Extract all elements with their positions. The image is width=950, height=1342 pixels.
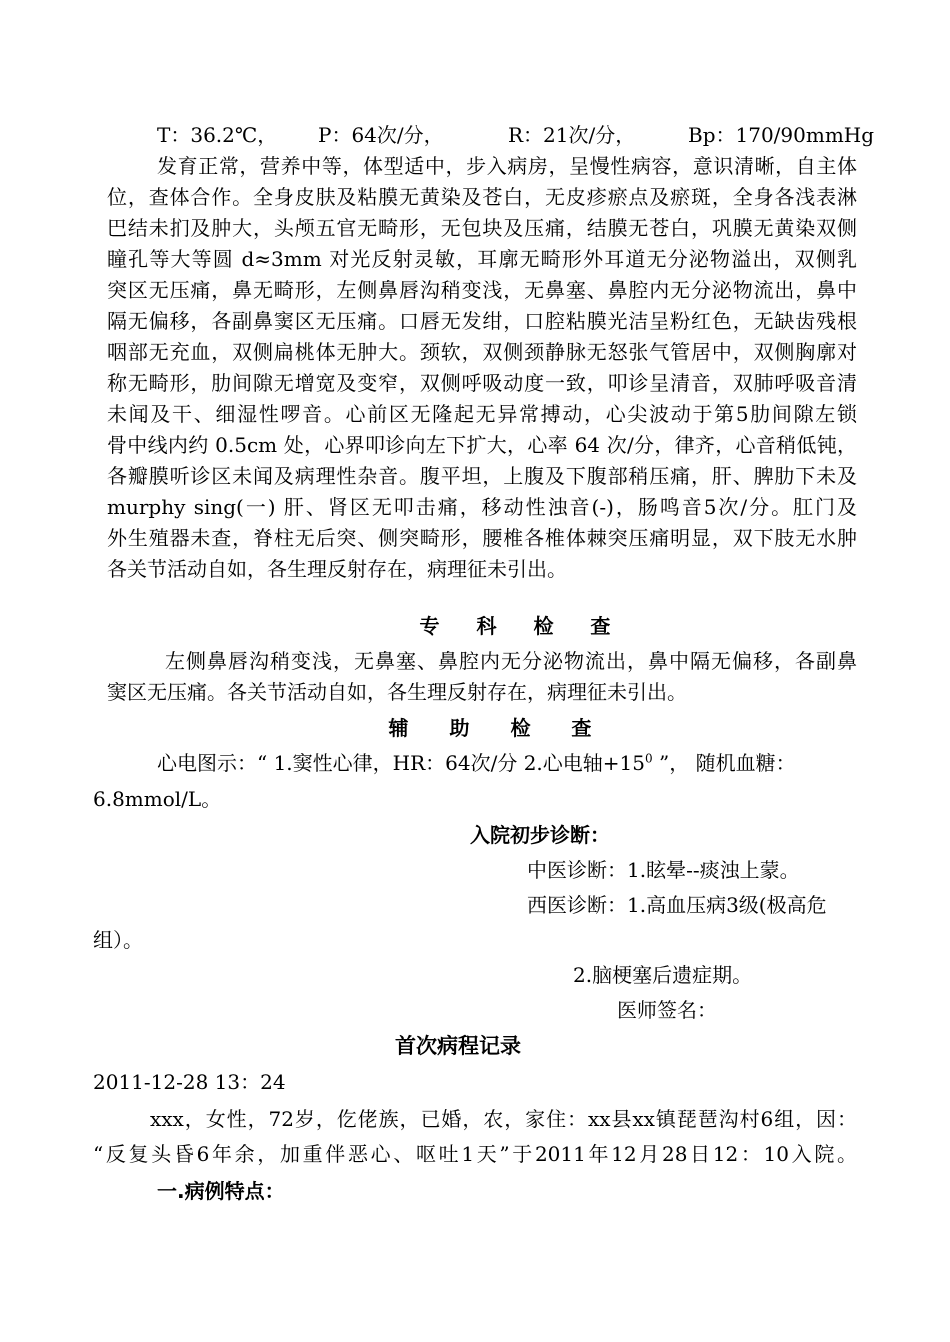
physical-exam-line: 突区无压痛，鼻无畸形，左侧鼻唇沟稍变浅，无鼻塞、鼻腔内无分泌物流出，鼻中 [107,278,857,302]
glucose-label: ”， 随机血糖： [652,751,796,775]
physical-exam-line: 外生殖器未查，脊柱无后突、侧突畸形，腰椎各椎体棘突压痛明显，双下肢无水肿 [107,526,857,550]
degree-superscript: 0 [645,751,653,766]
vital-temperature: T：36.2℃， [157,123,278,147]
record-datetime: 2011-12-28 13：24 [93,1070,286,1094]
auxiliary-exam-heading: 辅 助 检 查 [388,716,592,740]
ecg-text: 心电图示：“ 1.窦性心律，HR：64次/分 2.心电轴+15 [157,751,645,775]
physical-exam-line: 咽部无充血，双侧扁桃体无肿大。颈软，双侧颈静脉无怒张气管居中，双侧胸廓对 [107,340,857,364]
physical-exam-line: 巴结未扪及肿大，头颅五官无畸形，无包块及压痛，结膜无苍白，巩膜无黄染双侧 [107,216,857,240]
specialty-exam-line: 窦区无压痛。各关节活动自如，各生理反射存在，病理征未引出。 [107,680,687,704]
admission-diagnosis-heading: 入院初步诊断： [470,823,610,847]
physical-exam-line: 各关节活动自如，各生理反射存在，病理征未引出。 [107,557,567,581]
western-diagnosis-continued: 组）。 [93,928,143,952]
specialty-exam-line: 左侧鼻唇沟稍变浅，无鼻塞、鼻腔内无分泌物流出，鼻中隔无偏移，各副鼻 [165,649,857,673]
physical-exam-line: 瞳孔等大等圆 d≈3mm 对光反射灵敏，耳廓无畸形外耳道无分泌物溢出，双侧乳 [107,247,857,271]
vital-blood-pressure: Bp：170/90mmHg [688,123,875,147]
glucose-value: 6.8mmol/L。 [93,787,222,811]
case-features-heading: 一.病例特点： [157,1179,285,1203]
vital-respiration: R：21次/分， [508,123,636,147]
physical-exam-line: 骨中线内约 0.5cm 处，心界叩诊向左下扩大，心率 64 次/分，律齐，心音稍低钝， [107,433,857,457]
auxiliary-exam-line [157,750,796,776]
specialty-exam-heading: 专 科 检 查 [419,614,611,638]
physical-exam-line: 称无畸形，肋间隙无增宽及变窄，双侧呼吸动度一致，叩诊呈清音，双肺呼吸音清 [107,371,857,395]
western-diagnosis: 西医诊断：1.高血压病3级(极高危 [527,893,827,917]
vital-pulse: P：64次/分， [318,123,444,147]
physical-exam-line: 各瓣膜听诊区未闻及病理性杂音。腹平坦，上腹及下腹部稍压痛，肝、脾肋下未及 [107,464,857,488]
record-intro-line: “反复头昏6年余，加重伴恶心、呕吐1天”于2011年12月28日12：10入院。 [93,1142,857,1166]
physical-exam-line: 隔无偏移，各副鼻窦区无压痛。口唇无发绀，口腔粘膜光洁呈粉红色，无缺齿残根 [107,309,857,333]
physician-signature-label: 医师签名： [617,998,717,1022]
physical-exam-line: 发育正常，营养中等，体型适中，步入病房，呈慢性病容，意识清晰，自主体 [157,154,857,178]
physical-exam-line: 未闻及干、细湿性啰音。心前区无隆起无异常搏动，心尖波动于第5肋间隙左锁 [107,402,857,426]
course-record-title: 首次病程记录 [395,1034,521,1058]
physical-exam-line: murphy sing(一) 肝、肾区无叩击痛，移动性浊音(-)，肠鸣音5次/分。肛门及 [107,495,857,519]
physical-exam-line: 位，查体合作。全身皮肤及粘膜无黄染及苍白，无皮疹瘀点及瘀斑，全身各浅表淋 [107,185,857,209]
record-intro-line: xxx，女性，72岁，仡佬族，已婚，农，家住：xx县xx镇琵琶沟村6组，因： [150,1107,857,1131]
western-diagnosis-item-2: 2.脑梗塞后遗症期。 [573,963,753,987]
tcm-diagnosis: 中医诊断：1.眩晕--痰浊上蒙。 [527,858,800,882]
